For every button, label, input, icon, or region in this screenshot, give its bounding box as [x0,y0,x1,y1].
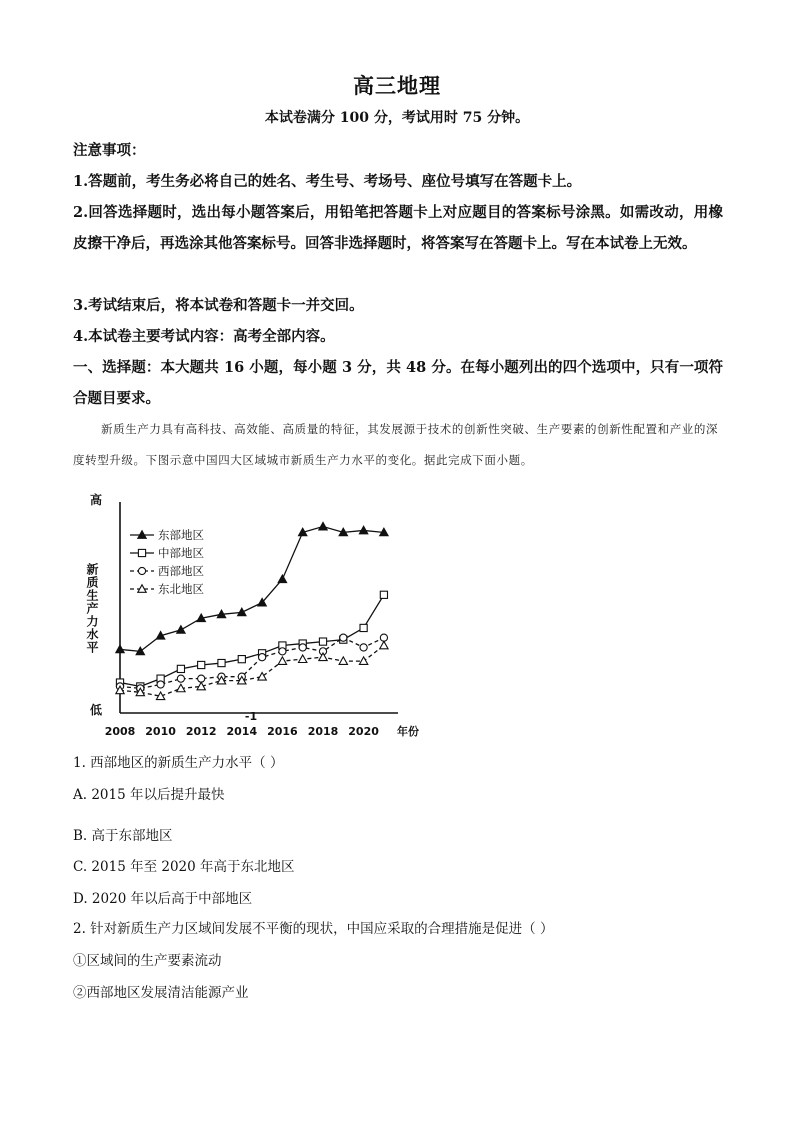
x-tick-label: 2020 [348,725,379,738]
legend-marker-3 [138,567,145,574]
question-2-option-1: ①区域间的生产要素流动 [73,953,222,969]
x-axis-title: 年份 [397,725,419,738]
series-2-point [380,591,387,598]
series-3-point [157,681,164,688]
legend-label-4: 东北地区 [158,582,204,596]
series-1-point [116,645,124,653]
note-item-2: 2.回答选择题时，选出每小题答案后，用铅笔把答题卡上对应题目的答案标号涂黑。如需改动，用橡皮擦干净后，再选涂其他答案标号。回答非选择题时，将答案写在答题卡上。写在本试卷上无效。 [73,204,723,252]
y-axis-title: 新质生产力水平 [85,563,99,654]
x-tick-label: 2008 [104,725,136,738]
series-4-point [339,657,347,665]
question-2-option-2: ②西部地区发展清洁能源产业 [73,985,249,1001]
series-2-point [360,624,367,631]
question-1-option-b: B. 高于东部地区 [73,828,173,844]
series-1-point [359,526,367,534]
series-2-point [319,638,326,645]
section-heading: 一、选择题：本大题共 16 小题，每小题 3 分，共 48 分。在每小题列出的四个选项中，只有一项符合题目要求。 [73,359,723,407]
series-4-point [380,641,388,649]
series-3-point [259,654,266,661]
notes-heading: 注意事项： [73,142,146,159]
series-3-point [340,634,347,641]
question-1-option-d: D. 2020 年以后高于中部地区 [73,891,253,907]
x-tick-label: 2014 [226,725,258,738]
x-tick-label: 2010 [145,725,176,738]
series-1-point [319,522,327,530]
series-line-4 [120,646,384,697]
exam-subtitle: 本试卷满分 100 分，考试用时 75 分钟。 [264,110,530,126]
x-tick-label: 2012 [185,725,217,738]
legend-label-2: 中部地区 [158,546,204,560]
y-axis-bottom-label: 低 [89,703,103,717]
series-3-point [299,644,306,651]
series-4-point [278,657,286,665]
question-1-option-a: A. 2015 年以后提升最快 [73,787,225,803]
legend-label-3: 西部地区 [158,564,204,578]
stray-mark: -1 [244,710,258,723]
series-2-point [198,661,205,668]
x-tick-label: 2016 [267,725,298,738]
question-1-option-c: C. 2015 年至 2020 年高于东北地区 [73,859,295,875]
series-2-point [238,656,245,663]
exam-title: 高三地理 [353,73,441,98]
series-2-point [177,665,184,672]
note-item-3: 3.考试结束后，将本试卷和答题卡一并交回。 [73,297,364,314]
legend-marker-2 [138,549,145,556]
series-1-point [278,575,286,583]
intro-paragraph: 新质生产力具有高科技、高效能、高质量的特征，其发展源于技术的创新性突破、生产要素的创新性配置和产业的深度转型升级。下图示意中国四大区域城市新质生产力水平的变化。据此完成下面小题。 [73,422,719,467]
series-2-point [218,659,225,666]
series-1-point [238,608,246,616]
series-4-point [299,655,307,663]
series-3-point [279,648,286,655]
question-2-stem: 2. 针对新质生产力区域间发展不平衡的现状，中国应采取的合理措施是促进（ ） [73,921,554,937]
x-tick-label: 2018 [307,725,339,738]
productivity-line-chart [78,488,423,743]
series-4-point [359,657,367,665]
series-3-point [360,644,367,651]
series-1-point [177,626,185,634]
note-item-4: 4.本试卷主要考试内容：高考全部内容。 [73,328,335,345]
question-1-stem: 1. 西部地区的新质生产力水平（ ） [73,755,284,771]
series-3-point [177,675,184,682]
y-axis-top-label: 高 [89,493,103,507]
legend-label-1: 东部地区 [158,528,204,542]
note-item-1: 1.答题前，考生务必将自己的姓名、考生号、考场号、座位号填写在答题卡上。 [73,173,582,190]
